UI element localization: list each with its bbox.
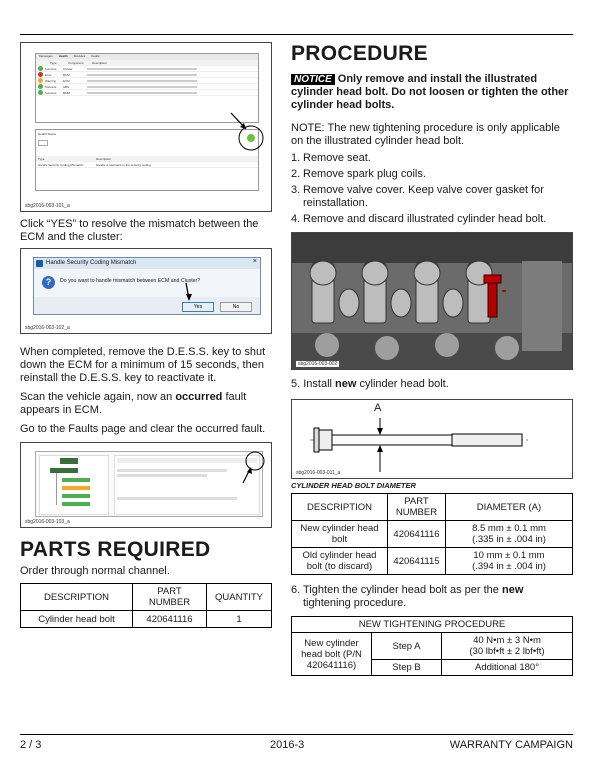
step-text: Remove spark plug coils. bbox=[303, 168, 426, 180]
engine-photo bbox=[292, 233, 572, 369]
parts-cell: 1 bbox=[207, 611, 272, 628]
diameter-metric: 10 mm ± 0.1 mm bbox=[473, 550, 545, 561]
parts-table bbox=[20, 583, 272, 628]
mini-col-header: Type bbox=[50, 60, 57, 65]
step-text: Remove and discard illustrated cylinder head bolt. bbox=[303, 213, 547, 225]
faults-screenshot-figure bbox=[20, 442, 272, 528]
mini-type: Success bbox=[45, 90, 57, 95]
step-number: 4. bbox=[291, 213, 301, 225]
mini-type: Warning bbox=[45, 78, 57, 83]
bolt-cell: 420641115 bbox=[388, 548, 446, 575]
header-rule bbox=[20, 34, 573, 35]
mini-component: BCM bbox=[63, 72, 70, 77]
step-number: 2. bbox=[291, 168, 301, 180]
step-item bbox=[291, 152, 573, 165]
step5 bbox=[291, 378, 573, 391]
bolt-header-row bbox=[292, 494, 573, 521]
bulletin-code: 2016-3 bbox=[270, 739, 305, 751]
step-number: 1. bbox=[291, 152, 301, 164]
step-text: Remove valve cover. Keep valve cover gasket for reinstallation. bbox=[303, 184, 544, 209]
diameter-imperial: (.335 in ± .004 in) bbox=[472, 534, 546, 545]
health-screenshot-figure bbox=[20, 42, 272, 212]
step-item bbox=[291, 168, 573, 181]
yes-arrow-graphic bbox=[21, 249, 273, 335]
bolt-cell bbox=[446, 521, 573, 548]
tightening-title: NEW TIGHTENING PROCEDURE bbox=[292, 617, 573, 633]
mini-component: ABS bbox=[63, 84, 70, 89]
parts-header-cell: DESCRIPTION bbox=[21, 584, 133, 611]
new-emphasis: new bbox=[335, 378, 357, 390]
mini-type: Success bbox=[45, 66, 57, 71]
mini-component: Cluster bbox=[63, 66, 73, 71]
tightening-title-row bbox=[292, 617, 573, 633]
torque-imperial: (30 lbf•ft ± 2 lbf•ft) bbox=[469, 646, 545, 657]
dimension-label: A bbox=[374, 402, 382, 414]
dialog-question: Do you want to handle mismatch between ECM and Cluster? bbox=[60, 278, 201, 284]
arrowhead-icon bbox=[377, 445, 383, 452]
right-column bbox=[291, 42, 573, 676]
mini-tab: Messages bbox=[39, 54, 53, 58]
rescan-text: fault appears in ECM. bbox=[20, 391, 247, 416]
faults-instruction: Go to the Faults page and clear the occurred fault. bbox=[20, 423, 266, 435]
mini-component: ECM bbox=[63, 78, 70, 83]
question-icon: ? bbox=[42, 276, 55, 289]
diameter-metric: 8.5 mm ± 0.1 mm bbox=[472, 523, 546, 534]
bolt-diameter-table bbox=[291, 493, 573, 575]
clear-callout-graphic bbox=[21, 443, 273, 529]
step6-text: 6. Tighten the cylinder head bolt as per the bbox=[291, 584, 502, 596]
yes-button[interactable]: Yes bbox=[182, 302, 214, 312]
parts-header-cell: PART NUMBER bbox=[133, 584, 207, 611]
parts-subtitle: Order through normal channel. bbox=[20, 565, 170, 577]
tightening-value: Additional 180° bbox=[442, 660, 573, 676]
new-emphasis: new bbox=[501, 584, 524, 596]
occurred-emphasis: occurred bbox=[175, 391, 223, 403]
yes-instruction: Click “YES” to resolve the mismatch between the ECM and the cluster: bbox=[20, 218, 259, 243]
tightening-desc: New cylinder head bolt (P/N 420641116) bbox=[292, 633, 372, 676]
notice-text: Only remove and install the illustrated cylinder head bolt. Do not loosen or tighten the other cylinder head bolts. bbox=[291, 73, 569, 111]
note-text: The new tightening procedure is only applicable on the illustrated cylinder head bolt. bbox=[291, 122, 560, 147]
rescan-instruction bbox=[20, 391, 272, 417]
bolt-cell bbox=[446, 548, 573, 575]
health-col-header: Description bbox=[96, 156, 112, 161]
notice-paragraph bbox=[291, 73, 573, 112]
tightening-step: Step A bbox=[372, 633, 442, 660]
callout-graphic bbox=[21, 43, 273, 213]
health-col-header: Type bbox=[38, 156, 45, 161]
step-text: Remove seat. bbox=[303, 152, 371, 164]
mismatch-dialog-figure bbox=[20, 248, 272, 334]
step5-text: 5. Install bbox=[291, 378, 336, 390]
step6-text: tightening procedure. bbox=[303, 597, 407, 609]
bolt-row bbox=[292, 521, 573, 548]
dess-instruction: When completed, remove the D.E.S.S. key to shut down the ECM for a minimum of 15 seconds, then reinstall the D.E.S.S. key to reactivate it. bbox=[20, 346, 266, 384]
figure-caption: sbg2016-003-101_a bbox=[25, 203, 70, 209]
health-ok-icon bbox=[247, 134, 255, 142]
arrowhead-icon bbox=[377, 428, 383, 435]
mini-col-header: Component bbox=[68, 60, 84, 65]
page-number: 2 / 3 bbox=[20, 739, 42, 751]
bolt-cell: 420641116 bbox=[388, 521, 446, 548]
mini-tab: Modules bbox=[73, 54, 86, 58]
figure-caption: sbg2016-003-011_a bbox=[296, 470, 341, 476]
mini-tab: Health bbox=[58, 54, 68, 58]
parts-cell: Cylinder head bolt bbox=[21, 611, 133, 628]
procedure-heading: PROCEDURE bbox=[291, 42, 428, 65]
bolt-drawing-figure bbox=[291, 399, 573, 479]
figure-caption: sbg2016-003-102_a bbox=[25, 325, 70, 331]
step-number: 3. bbox=[291, 184, 301, 196]
bolt-header-cell: DIAMETER (A) bbox=[446, 494, 573, 521]
no-button[interactable]: No bbox=[220, 302, 252, 312]
footer-title: WARRANTY CAMPAIGN bbox=[449, 739, 573, 751]
engine-photo-figure bbox=[291, 232, 573, 370]
figure-caption: sbg2016-003-103_a bbox=[25, 519, 70, 525]
torque-metric: 40 N•m ± 3 N•m bbox=[473, 635, 541, 646]
bolt-drawing bbox=[292, 400, 572, 478]
tightening-row bbox=[292, 633, 573, 660]
callout-circle bbox=[246, 452, 264, 470]
tightening-value bbox=[442, 633, 573, 660]
parts-required-heading: PARTS REQUIRED bbox=[20, 538, 211, 561]
mini-type: Error bbox=[45, 72, 52, 77]
bolt-header-cell: DESCRIPTION bbox=[292, 494, 388, 521]
diameter-imperial: (.394 in ± .004 in) bbox=[472, 561, 546, 572]
parts-header-cell: QUANTITY bbox=[207, 584, 272, 611]
parts-cell: 420641116 bbox=[133, 611, 207, 628]
note-label: NOTE: bbox=[291, 122, 325, 134]
health-status-label: Health Status bbox=[38, 132, 57, 136]
dialog-title: Handle Security Coding Mismatch bbox=[46, 260, 137, 266]
step5-text: cylinder head bolt. bbox=[356, 378, 449, 390]
parts-header-row bbox=[21, 584, 272, 611]
mini-component: BMM bbox=[63, 90, 70, 95]
bolt-table-title: CYLINDER HEAD BOLT DIAMETER bbox=[291, 481, 416, 490]
step-item bbox=[291, 184, 573, 210]
footer-rule bbox=[20, 734, 573, 735]
bolt-cell: New cylinder head bolt bbox=[292, 521, 388, 548]
step-item bbox=[291, 213, 573, 226]
mini-tab: Faults bbox=[91, 54, 100, 58]
parts-row bbox=[21, 611, 272, 628]
tightening-step: Step B bbox=[372, 660, 442, 676]
note-paragraph bbox=[291, 122, 573, 148]
notice-badge: NOTICE bbox=[291, 74, 335, 85]
left-column bbox=[20, 42, 272, 628]
steps-list bbox=[291, 152, 573, 226]
health-cell: Handle a mismatch in the security coding. bbox=[96, 162, 152, 167]
step6 bbox=[291, 584, 573, 610]
close-icon[interactable]: × bbox=[252, 258, 257, 265]
figure-caption: sbg2016-003-002 bbox=[298, 361, 338, 367]
bolt-header-cell: PART NUMBER bbox=[388, 494, 446, 521]
arrowhead-icon bbox=[186, 294, 192, 301]
mini-type: Success bbox=[45, 84, 57, 89]
tightening-table bbox=[291, 616, 573, 676]
rescan-text: Scan the vehicle again, now an bbox=[20, 391, 176, 403]
health-cell: Handle Security Coding Mismatch bbox=[38, 162, 84, 167]
mini-col-header: Description bbox=[92, 60, 108, 65]
bolt-cell: Old cylinder head bolt (to discard) bbox=[292, 548, 388, 575]
bolt-row bbox=[292, 548, 573, 575]
